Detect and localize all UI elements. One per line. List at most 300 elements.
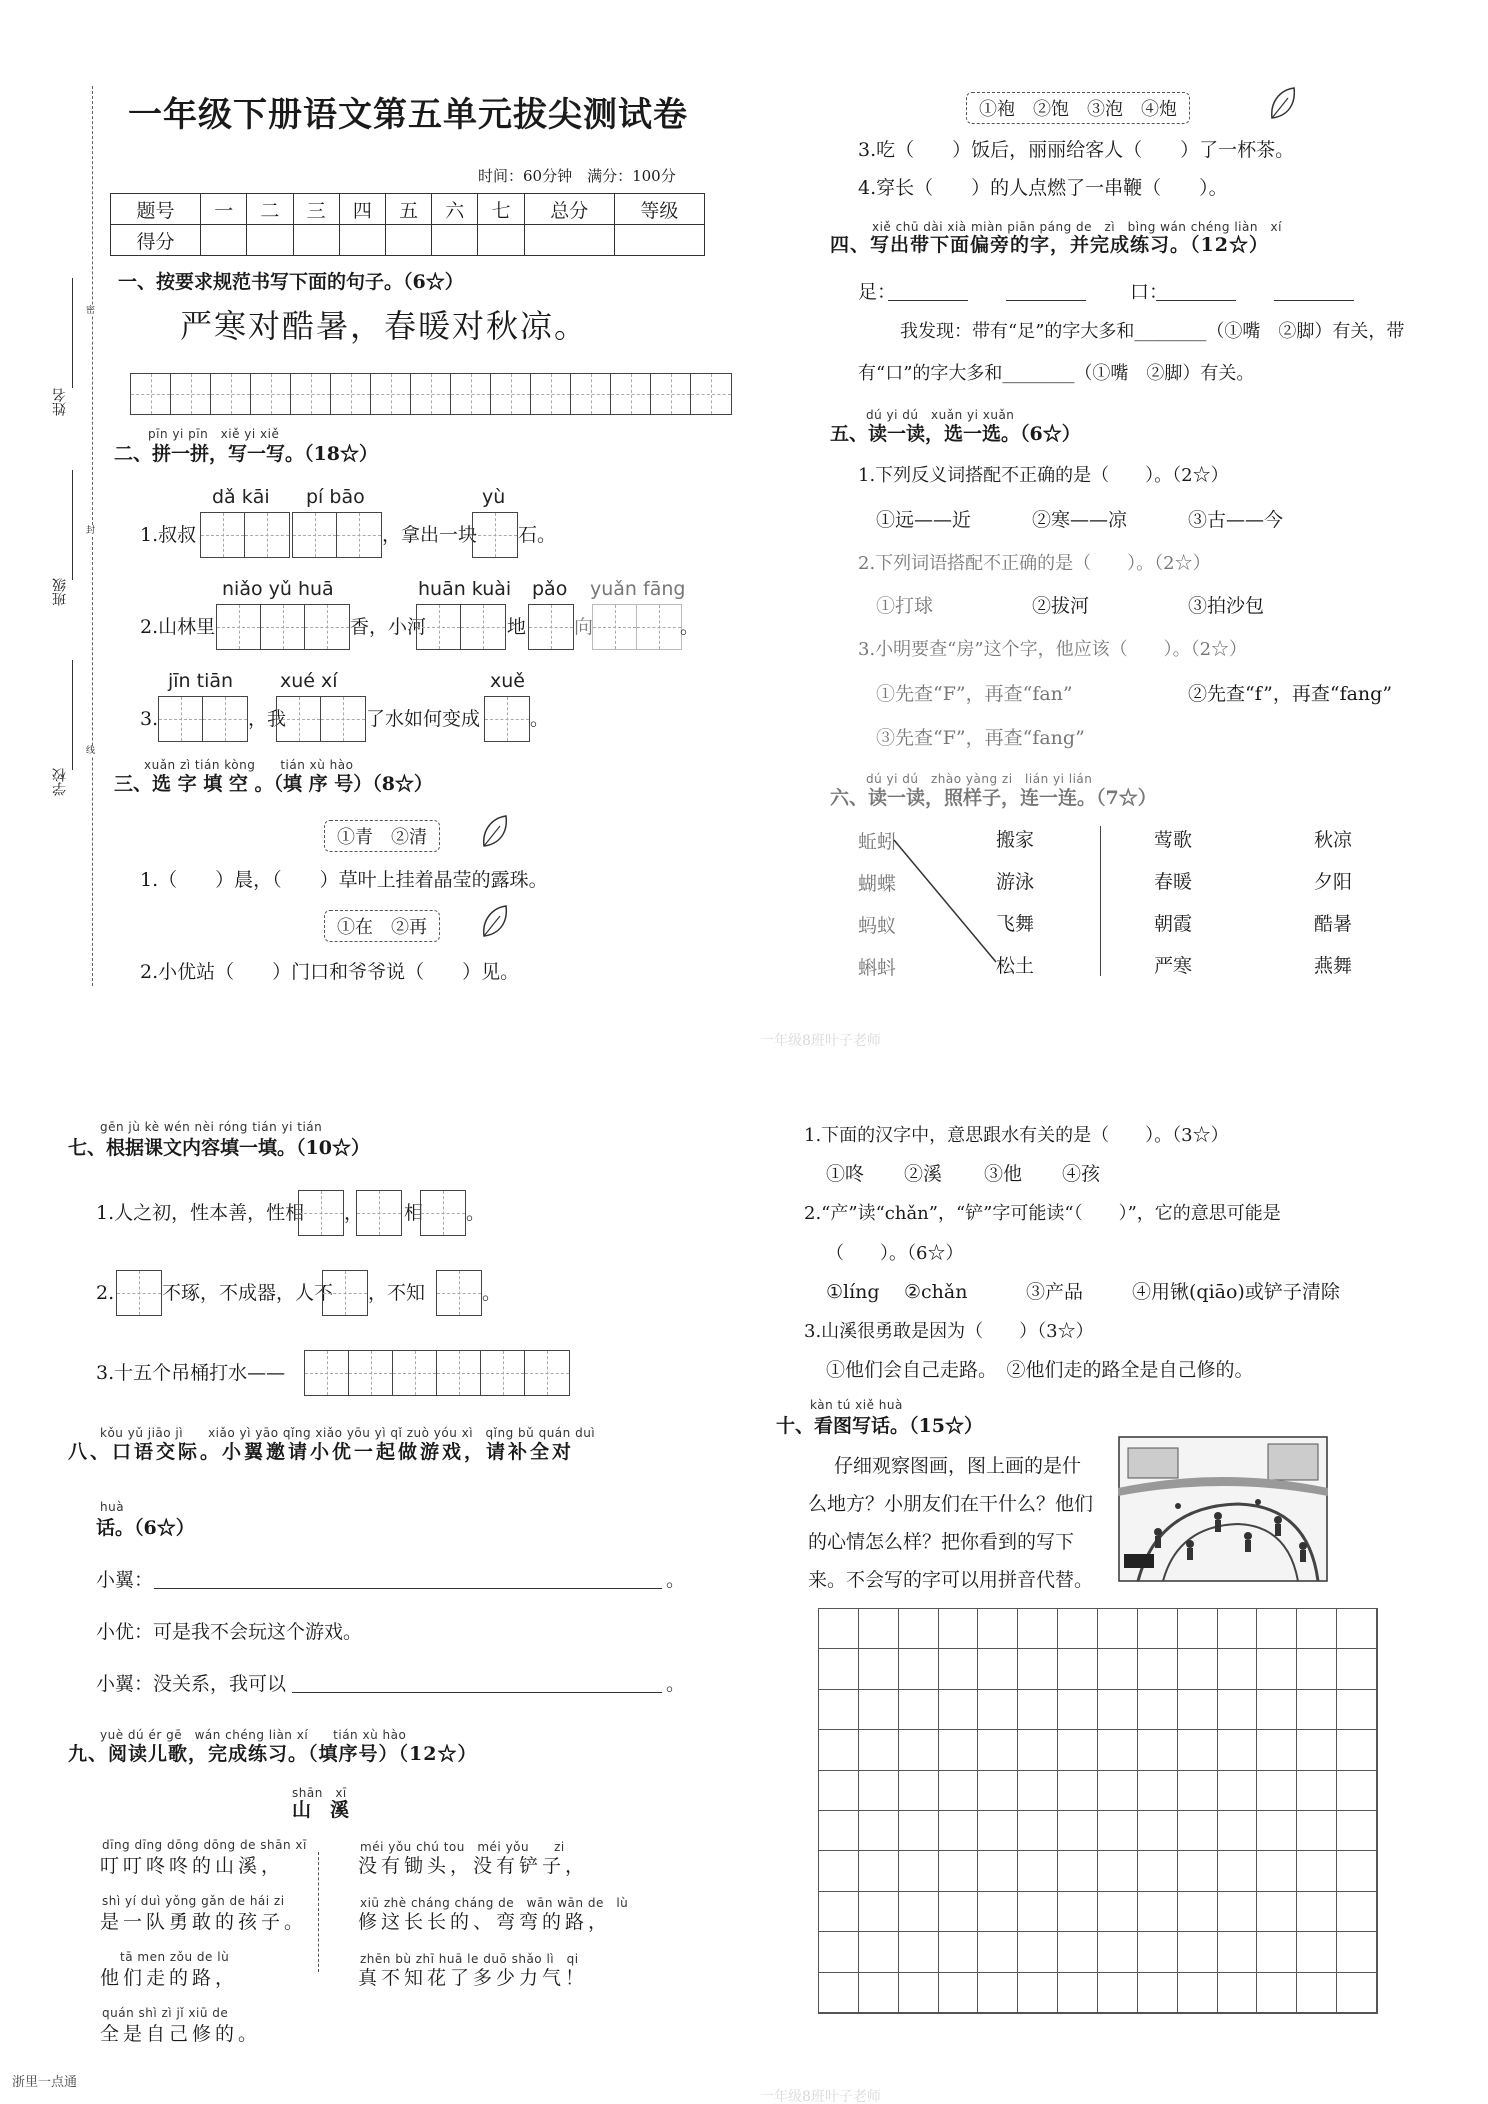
s7-q1-pre: 1.人之初，性本善，性相	[96, 1202, 305, 1224]
writing-cell[interactable]	[1138, 1649, 1178, 1689]
writing-cell[interactable]	[1337, 1730, 1377, 1770]
s5-q3: 3.小明要查“房”这个字，他应该（ ）。（2☆）	[858, 639, 1248, 660]
writing-cell[interactable]	[1098, 1609, 1138, 1649]
writing-cell[interactable]	[1018, 1811, 1058, 1851]
writing-cell[interactable]	[1178, 1771, 1218, 1811]
writing-cell[interactable]	[939, 1730, 979, 1770]
writing-cell[interactable]	[1058, 1851, 1098, 1891]
writing-cell[interactable]	[819, 1649, 859, 1689]
writing-cell[interactable]	[859, 1932, 899, 1972]
s6-col3: 严寒	[1154, 955, 1193, 977]
poem-left-py: tā men zǒu de lù	[120, 1950, 230, 1964]
writing-cell[interactable]	[1218, 1973, 1258, 2013]
poem-right-py: zhēn bù zhī huā le duō shǎo lì qi	[360, 1952, 579, 1966]
writing-cell[interactable]	[939, 1811, 979, 1851]
s2-q2-py2: huān kuài	[418, 578, 512, 600]
writing-cell[interactable]	[1058, 1690, 1098, 1730]
score-cell[interactable]	[478, 225, 524, 256]
writing-cell[interactable]	[1058, 1892, 1098, 1932]
s3-options-2: ①在 ②再	[324, 910, 440, 942]
writing-cell[interactable]	[1018, 1771, 1058, 1811]
writing-cell[interactable]	[1257, 1811, 1297, 1851]
writing-cell[interactable]	[899, 1609, 939, 1649]
s10-text-line: 的心情怎么样？把你看到的写下	[808, 1531, 1075, 1553]
side-mark: 密	[86, 306, 96, 316]
writing-cell[interactable]	[1337, 1851, 1377, 1891]
s2-q3-py1: jīn tiān	[168, 670, 234, 692]
s8-answer-3[interactable]	[292, 1692, 662, 1693]
s9-q1-opt: ④孩	[1062, 1163, 1101, 1185]
writing-cell[interactable]	[1018, 1892, 1058, 1932]
writing-cell[interactable]	[939, 1771, 979, 1811]
writing-cell[interactable]	[1337, 1973, 1377, 2013]
s9-q3-opts: ①他们会自己走路。 ②他们走的路全是自己修的。	[826, 1359, 1254, 1381]
writing-cell[interactable]	[819, 1932, 859, 1972]
s10-text-line: 来。不会写的字可以用拼音代替。	[808, 1569, 1094, 1591]
writing-cell[interactable]	[1297, 1690, 1337, 1730]
writing-cell[interactable]	[978, 1649, 1018, 1689]
writing-cell[interactable]	[978, 1811, 1018, 1851]
writing-cell[interactable]	[1297, 1932, 1337, 1972]
writing-cell[interactable]	[1297, 1730, 1337, 1770]
footer: 浙里一点通	[12, 2075, 78, 2090]
writing-cell[interactable]	[1098, 1932, 1138, 1972]
poem-right-py: méi yǒu chú tou méi yǒu zi	[360, 1840, 565, 1854]
writing-cell[interactable]	[978, 1771, 1018, 1811]
s4-mouth-blank-2[interactable]	[1274, 300, 1354, 301]
writing-cell[interactable]	[1058, 1932, 1098, 1972]
writing-cell[interactable]	[1297, 1771, 1337, 1811]
writing-cell[interactable]	[899, 1851, 939, 1891]
writing-cell[interactable]	[1098, 1649, 1138, 1689]
s2-q2-box4[interactable]	[592, 604, 682, 650]
writing-cell[interactable]	[859, 1609, 899, 1649]
writing-cell[interactable]	[1337, 1609, 1377, 1649]
writing-cell[interactable]	[1337, 1892, 1377, 1932]
s2-q3-py3: xuě	[490, 670, 525, 692]
writing-cell[interactable]	[859, 1771, 899, 1811]
score-cell[interactable]	[339, 225, 385, 256]
s8-answer-1[interactable]	[154, 1588, 662, 1589]
poem-left-line: 叮叮咚咚的山溪，	[100, 1855, 285, 1877]
writing-cell[interactable]	[1058, 1730, 1098, 1770]
writing-cell[interactable]	[978, 1973, 1018, 2013]
s2-q3-box1[interactable]	[158, 696, 248, 742]
score-cell[interactable]	[247, 225, 293, 256]
writing-cell[interactable]	[1257, 1973, 1297, 2013]
writing-cell[interactable]	[819, 1730, 859, 1770]
s4-pinyin: xiě chū dài xià miàn piān páng de zì bìng wán chéng liàn xí	[872, 220, 1282, 234]
s7-q2-pre: 2.	[96, 1282, 115, 1304]
name-line	[72, 278, 73, 388]
s6-pinyin: dú yi dú zhào yàng zi lián yi lián	[866, 772, 1093, 786]
writing-cell[interactable]	[1337, 1771, 1377, 1811]
s5-title: 五、读一读，选一选。（6☆）	[830, 423, 1081, 445]
s2-q1-box2[interactable]	[292, 512, 382, 558]
writing-cell[interactable]	[899, 1690, 939, 1730]
s4-foot-blank-1[interactable]	[888, 300, 968, 301]
writing-grid[interactable]	[818, 1608, 1378, 2014]
s2-q1-py3: yù	[482, 486, 506, 508]
s3-q4: 4.穿长（ ）的人点燃了一串鞭（ ）。	[858, 177, 1228, 199]
side-label-name: 姓名	[52, 388, 68, 416]
s2-q1-box3[interactable]	[472, 512, 518, 558]
s2-q2-mid3: 向	[574, 616, 594, 638]
s5-q1-opt: ③古——今	[1188, 509, 1284, 531]
s2-q1-py2: pí bāo	[306, 486, 365, 508]
writing-cell[interactable]	[1138, 1851, 1178, 1891]
score-header: 六	[432, 194, 478, 225]
s6-col4: 秋凉	[1314, 829, 1353, 851]
s7-q1-box3[interactable]	[420, 1190, 466, 1236]
writing-cell[interactable]	[1297, 1851, 1337, 1891]
writing-cell[interactable]	[1098, 1892, 1138, 1932]
writing-cell[interactable]	[819, 1892, 859, 1932]
writing-cell[interactable]	[1178, 1690, 1218, 1730]
writing-cell[interactable]	[1138, 1730, 1178, 1770]
s5-q3-opt: ②先查“f”，再查“fang”	[1188, 683, 1393, 705]
s6-title: 六、读一读，照样子，连一连。（7☆）	[830, 787, 1157, 809]
s2-q3-pre: 3.	[140, 708, 159, 730]
s8-line-2: 小优：可是我不会玩这个游戏。	[96, 1621, 363, 1643]
writing-cell[interactable]	[1218, 1811, 1258, 1851]
writing-cell[interactable]	[1098, 1690, 1138, 1730]
writing-cell[interactable]	[1297, 1892, 1337, 1932]
writing-cell[interactable]	[1098, 1771, 1138, 1811]
writing-cell[interactable]	[1178, 1730, 1218, 1770]
s5-q2-opt: ③拍沙包	[1188, 595, 1265, 617]
score-header: 四	[339, 194, 385, 225]
s2-q3-box2[interactable]	[276, 696, 366, 742]
s7-q2-mid1: 不琢，不成器，人不	[162, 1282, 334, 1304]
poem-divider	[318, 1852, 319, 1972]
writing-cell[interactable]	[899, 1892, 939, 1932]
writing-cell[interactable]	[1018, 1649, 1058, 1689]
writing-cell[interactable]	[1058, 1649, 1098, 1689]
writing-cell[interactable]	[939, 1973, 979, 2013]
poem-right-line: 没有锄头，没有铲子，	[358, 1855, 589, 1877]
s7-q3: 3.十五个吊桶打水——	[96, 1362, 286, 1384]
writing-cell[interactable]	[899, 1730, 939, 1770]
s9-q1-opt: ②溪	[904, 1163, 943, 1185]
writing-cell[interactable]	[1138, 1811, 1178, 1851]
writing-cell[interactable]	[1018, 1973, 1058, 2013]
writing-cell[interactable]	[1218, 1892, 1258, 1932]
s6-col1: 蚂蚁	[858, 915, 897, 937]
writing-cell[interactable]	[819, 1690, 859, 1730]
poem-left-py: shì yí duì yǒng gǎn de hái zi	[102, 1894, 285, 1908]
writing-cell[interactable]	[819, 1609, 859, 1649]
writing-cell[interactable]	[899, 1811, 939, 1851]
writing-cell[interactable]	[1178, 1811, 1218, 1851]
writing-cell[interactable]	[859, 1811, 899, 1851]
time-info: 时间：60分钟 满分：100分	[478, 167, 676, 185]
poem-left-line: 全是自己修的。	[100, 2023, 262, 2045]
writing-cell[interactable]	[1138, 1932, 1178, 1972]
s7-q2-mid2: ，不知	[368, 1282, 426, 1304]
leaf-icon	[480, 904, 510, 940]
writing-cell[interactable]	[1297, 1973, 1337, 2013]
s9-q1-opt: ①咚	[826, 1163, 865, 1185]
writing-cell[interactable]	[1178, 1973, 1218, 2013]
s7-q1-box1[interactable]	[298, 1190, 344, 1236]
side-mark: 封	[86, 526, 96, 536]
writing-cell[interactable]	[978, 1730, 1018, 1770]
s2-q2-mid2: 地	[507, 616, 527, 638]
writing-cell[interactable]	[1018, 1609, 1058, 1649]
s1-sentence: 严寒对酷暑，春暖对秋凉。	[180, 307, 589, 345]
s5-q1: 1.下列反义词搭配不正确的是（ ）。（2☆）	[858, 465, 1229, 486]
s1-title: 一、按要求规范书写下面的句子。（6☆）	[118, 271, 464, 293]
writing-cell[interactable]	[939, 1609, 979, 1649]
writing-cell[interactable]	[1058, 1609, 1098, 1649]
writing-cell[interactable]	[1218, 1690, 1258, 1730]
writing-cell[interactable]	[1098, 1973, 1138, 2013]
writing-cell[interactable]	[1257, 1932, 1297, 1972]
writing-cell[interactable]	[1257, 1892, 1297, 1932]
writing-cell[interactable]	[1138, 1771, 1178, 1811]
s2-q1-py1: dǎ kāi	[212, 486, 270, 508]
s3-pinyin: xuǎn zì tián kòng tián xù hào	[144, 758, 354, 772]
s3-options-3: ①袍 ②饱 ③泡 ④炮	[966, 92, 1190, 124]
poem-right-line: 真不知花了多少力气！	[358, 1967, 589, 1989]
s2-q3-post: 。	[530, 708, 550, 730]
writing-cell[interactable]	[1018, 1690, 1058, 1730]
writing-cell[interactable]	[939, 1690, 979, 1730]
writing-cell[interactable]	[1257, 1730, 1297, 1770]
writing-cell[interactable]	[1098, 1851, 1138, 1891]
s2-pinyin: pīn yi pīn xiě yi xiě	[148, 427, 280, 441]
s7-q2-box2[interactable]	[322, 1270, 368, 1316]
writing-cell[interactable]	[939, 1851, 979, 1891]
writing-cell[interactable]	[819, 1973, 859, 2013]
writing-cell[interactable]	[1138, 1892, 1178, 1932]
watermark: 一年级8班叶子老师	[760, 1033, 881, 1049]
writing-cell[interactable]	[939, 1892, 979, 1932]
writing-cell[interactable]	[899, 1771, 939, 1811]
poem-right-py: xiū zhè cháng cháng de wān wān de lù	[360, 1896, 629, 1910]
writing-cell[interactable]	[1337, 1811, 1377, 1851]
s4-title: 四、写出带下面偏旁的字，并完成练习。（12☆）	[830, 234, 1269, 256]
writing-cell[interactable]	[939, 1932, 979, 1972]
leaf-icon	[1268, 86, 1298, 122]
writing-cell[interactable]	[1138, 1690, 1178, 1730]
s8-end-1: 。	[666, 1569, 686, 1591]
score-header: 七	[478, 194, 524, 225]
writing-cell[interactable]	[978, 1609, 1018, 1649]
s7-q3-box[interactable]	[304, 1350, 570, 1396]
writing-cell[interactable]	[1098, 1730, 1138, 1770]
writing-cell[interactable]	[1178, 1609, 1218, 1649]
s2-q3-box3[interactable]	[484, 696, 530, 742]
poem-left-line: 是一队勇敢的孩子。	[100, 1911, 308, 1933]
s4-mouth-blank-1[interactable]	[1156, 300, 1236, 301]
writing-cell[interactable]	[1098, 1811, 1138, 1851]
writing-cell[interactable]	[1218, 1851, 1258, 1891]
s7-q2-box1[interactable]	[116, 1270, 162, 1316]
s6-col2: 游泳	[996, 871, 1035, 893]
writing-cell[interactable]	[1257, 1771, 1297, 1811]
s6-col2: 松土	[996, 955, 1035, 977]
s8-title2: 话。（6☆）	[96, 1517, 195, 1539]
writing-cell[interactable]	[1138, 1609, 1178, 1649]
s6-col4: 酷暑	[1314, 913, 1353, 935]
writing-cell[interactable]	[1257, 1851, 1297, 1891]
poem-left-py: quán shì zì jǐ xiū de	[102, 2006, 229, 2020]
s10-text-line: 么地方？小朋友们在干什么？他们	[808, 1493, 1094, 1515]
writing-cell[interactable]	[978, 1892, 1018, 1932]
writing-cell[interactable]	[859, 1973, 899, 2013]
s7-q2-box3[interactable]	[436, 1270, 482, 1316]
s9-q2-opt: ④用锹(qiāo)或铲子清除	[1132, 1281, 1340, 1303]
s5-q2: 2.下列词语搭配不正确的是（ ）。（2☆）	[858, 553, 1211, 574]
writing-cell[interactable]	[1058, 1811, 1098, 1851]
writing-cell[interactable]	[1297, 1811, 1337, 1851]
s4-foot-blank-2[interactable]	[1006, 300, 1086, 301]
s2-q2-box3[interactable]	[528, 604, 574, 650]
writing-cell[interactable]	[1018, 1730, 1058, 1770]
class-line	[72, 470, 73, 580]
writing-cell[interactable]	[859, 1730, 899, 1770]
s4-line2: 有“口”的字大多和________（①嘴 ②脚）有关。	[858, 363, 1255, 384]
s9-q1-opt: ③他	[984, 1163, 1023, 1185]
s8-end-3: 。	[666, 1673, 686, 1695]
score-cell[interactable]	[524, 225, 614, 256]
s2-title: 二、拼一拼，写一写。（18☆）	[114, 443, 378, 465]
s2-q1-mid: ，拿出一块	[382, 524, 478, 546]
writing-cell[interactable]	[1178, 1649, 1218, 1689]
writing-cell[interactable]	[819, 1811, 859, 1851]
s8-pinyin: kǒu yǔ jiāo jì xiǎo yì yāo qǐng xiǎo yōu yì qǐ zuò yóu xì qǐng bǔ quán duì	[100, 1426, 596, 1440]
score-cell[interactable]	[385, 225, 431, 256]
s5-q3-opt: ①先查“F”，再查“fan”	[876, 683, 1073, 705]
side-label-class: 班级	[52, 578, 68, 606]
s2-q2-box1[interactable]	[216, 604, 350, 650]
s6-col4: 燕舞	[1314, 955, 1353, 977]
s6-col4: 夕阳	[1314, 871, 1353, 893]
s7-q1-mid: ，	[344, 1202, 364, 1224]
writing-cell[interactable]	[1138, 1973, 1178, 2013]
score-header: 等级	[614, 194, 704, 225]
writing-cell[interactable]	[1257, 1609, 1297, 1649]
s2-q2-box2[interactable]	[416, 604, 506, 650]
writing-cell[interactable]	[1218, 1609, 1258, 1649]
s2-q2-py1: niǎo yǔ huā	[222, 578, 334, 600]
s2-q1-box1[interactable]	[200, 512, 290, 558]
writing-cell[interactable]	[1257, 1649, 1297, 1689]
writing-cell[interactable]	[1297, 1609, 1337, 1649]
s9-q1: 1.下面的汉字中，意思跟水有关的是（ ）。（3☆）	[804, 1125, 1229, 1146]
writing-cell[interactable]	[819, 1771, 859, 1811]
writing-cell[interactable]	[1297, 1649, 1337, 1689]
writing-cell[interactable]	[1178, 1892, 1218, 1932]
writing-cell[interactable]	[899, 1932, 939, 1972]
s9-pinyin: yuè dú ér gē wán chéng liàn xí tián xù hào	[100, 1728, 407, 1742]
writing-cell[interactable]	[859, 1690, 899, 1730]
s7-q1-box2[interactable]	[356, 1190, 402, 1236]
poem-right-line: 修这长长的、弯弯的路，	[358, 1911, 612, 1933]
s6-col3: 莺歌	[1154, 829, 1193, 851]
writing-cell[interactable]	[1178, 1851, 1218, 1891]
s2-q1-post: 石。	[518, 524, 557, 546]
s9-poem-title: 山 溪	[292, 1799, 350, 1821]
s7-q1-post: 相	[404, 1202, 424, 1224]
score-header: 题号	[111, 194, 201, 225]
s10-text-line: 仔细观察图画，图上画的是什	[834, 1455, 1082, 1477]
writing-cell[interactable]	[859, 1892, 899, 1932]
s2-q2-py4: yuǎn fāng	[590, 578, 686, 600]
s8-pinyin2: huà	[100, 1500, 125, 1514]
score-header: 二	[247, 194, 293, 225]
writing-cell[interactable]	[1018, 1851, 1058, 1891]
writing-cell[interactable]	[899, 1649, 939, 1689]
side-label-school: 学校	[52, 768, 68, 796]
leaf-icon	[480, 814, 510, 850]
s6-col3: 春暖	[1154, 871, 1193, 893]
writing-cell[interactable]	[1058, 1771, 1098, 1811]
writing-cell[interactable]	[1337, 1690, 1377, 1730]
writing-cell[interactable]	[939, 1649, 979, 1689]
writing-cell[interactable]	[978, 1932, 1018, 1972]
writing-cell[interactable]	[1257, 1690, 1297, 1730]
writing-cell[interactable]	[859, 1649, 899, 1689]
writing-cell[interactable]	[1337, 1649, 1377, 1689]
s6-col2: 搬家	[996, 829, 1035, 851]
s8-title: 八、口语交际。小翼邀请小优一起做游戏，请补全对	[68, 1441, 575, 1463]
writing-cell[interactable]	[1218, 1649, 1258, 1689]
s6-example-connector	[892, 838, 1002, 968]
s2-q3-mid2: 了水如何变成	[366, 708, 481, 730]
s1-writing-grid[interactable]	[130, 373, 732, 415]
writing-cell[interactable]	[819, 1851, 859, 1891]
writing-cell[interactable]	[978, 1690, 1018, 1730]
s3-options-1: ①青 ②清	[324, 820, 440, 852]
score-cell[interactable]	[614, 225, 704, 256]
s4-mouth-label: 口：	[1130, 281, 1169, 303]
s2-q2-post: 。	[680, 616, 700, 638]
writing-cell[interactable]	[1337, 1932, 1377, 1972]
s6-divider	[1100, 826, 1101, 976]
s2-q3-py2: xué xí	[280, 670, 338, 692]
writing-cell[interactable]	[1218, 1730, 1258, 1770]
poem-left-line: 他们走的路，	[100, 1967, 239, 1989]
writing-cell[interactable]	[859, 1851, 899, 1891]
score-cell[interactable]	[201, 225, 247, 256]
score-cell[interactable]	[293, 225, 339, 256]
s5-q1-opt: ②寒——凉	[1032, 509, 1128, 531]
s8-line-1: 小翼：	[96, 1569, 154, 1591]
s6-col1: 蚯蚓	[858, 831, 897, 853]
s4-line1: 我发现：带有“足”的字大多和________（①嘴 ②脚）有关，带	[900, 321, 1405, 342]
s6-col3: 朝霞	[1154, 913, 1193, 935]
s7-title: 七、根据课文内容填一填。（10☆）	[68, 1137, 370, 1159]
side-mark: 线	[86, 746, 96, 756]
s9-q2-opt: ①líng	[826, 1281, 880, 1303]
s9-q2-opt: ③产品	[1026, 1281, 1084, 1303]
writing-cell[interactable]	[1178, 1932, 1218, 1972]
writing-cell[interactable]	[1218, 1932, 1258, 1972]
s2-q3-mid1: ，我	[248, 708, 287, 730]
writing-cell[interactable]	[1018, 1932, 1058, 1972]
s5-q1-opt: ①远——近	[876, 509, 972, 531]
writing-cell[interactable]	[1058, 1973, 1098, 2013]
score-cell[interactable]	[432, 225, 478, 256]
writing-cell[interactable]	[1218, 1771, 1258, 1811]
writing-cell[interactable]	[978, 1851, 1018, 1891]
s5-q3-opt: ③先查“F”，再查“fang”	[876, 727, 1085, 749]
writing-cell[interactable]	[899, 1973, 939, 2013]
s9-poem-title-py: shān xī	[292, 1786, 347, 1800]
